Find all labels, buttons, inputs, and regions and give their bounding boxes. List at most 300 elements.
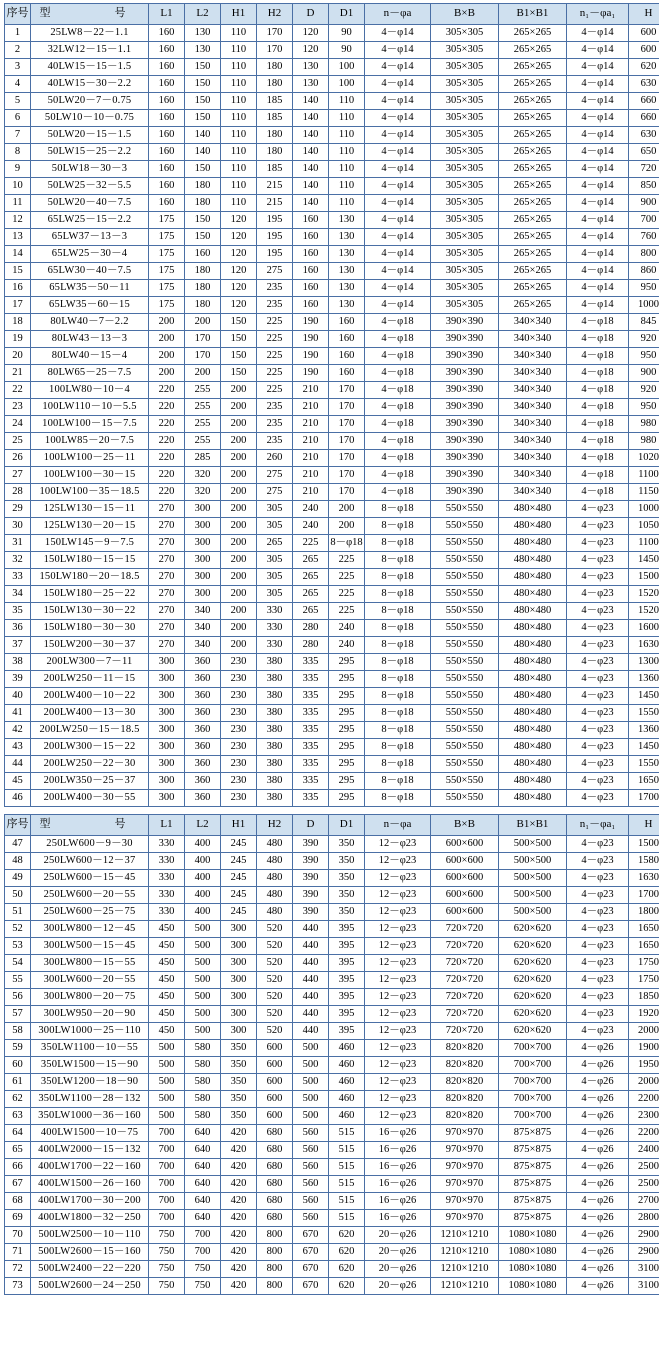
table-row [5, 1142, 659, 1159]
cell-h: 660 [629, 93, 659, 110]
cell-h2: 380 [257, 688, 293, 705]
cell-h: 950 [629, 399, 659, 416]
cell-h1: 245 [221, 887, 257, 904]
cell-n1-phi-a1: 4－φ23 [567, 705, 629, 722]
cell-d1: 130 [329, 212, 365, 229]
cell-d: 265 [293, 552, 329, 569]
cell-h1: 300 [221, 938, 257, 955]
cell-b-by-b: 720×720 [431, 955, 499, 972]
cell-h: 1920 [629, 1006, 659, 1023]
cell-h2: 380 [257, 790, 293, 807]
cell-l2: 200 [185, 365, 221, 382]
table-row [5, 195, 659, 212]
cell-b1-by-b1: 620×620 [499, 1023, 567, 1040]
cell-model: 150LW180－20－18.5 [31, 569, 149, 586]
cell-model: 100LW100－15－7.5 [31, 416, 149, 433]
cell-l1: 220 [149, 484, 185, 501]
cell-model: 100LW80－10－4 [31, 382, 149, 399]
table-row [5, 1074, 659, 1091]
cell-l1: 160 [149, 127, 185, 144]
cell-h2: 800 [257, 1261, 293, 1278]
cell-b-by-b: 305×305 [431, 42, 499, 59]
cell-h1: 420 [221, 1142, 257, 1159]
cell-n1-phi-a1: 4－φ23 [567, 569, 629, 586]
cell-index: 17 [5, 297, 31, 314]
cell-d1: 350 [329, 836, 365, 853]
cell-b-by-b: 305×305 [431, 93, 499, 110]
cell-b1-by-b1: 265×265 [499, 280, 567, 297]
cell-n-phi-a: 12－φ23 [365, 938, 431, 955]
table-row [5, 603, 659, 620]
cell-h1: 300 [221, 955, 257, 972]
cell-l1: 330 [149, 870, 185, 887]
cell-index: 72 [5, 1261, 31, 1278]
cell-n1-phi-a1: 4－φ26 [567, 1261, 629, 1278]
cell-h: 630 [629, 127, 659, 144]
cell-index: 71 [5, 1244, 31, 1261]
header-h1: H1 [221, 815, 257, 836]
cell-h2: 380 [257, 739, 293, 756]
cell-n1-phi-a1: 4－φ26 [567, 1108, 629, 1125]
cell-h2: 260 [257, 450, 293, 467]
header-d: D [293, 815, 329, 836]
cell-h: 950 [629, 280, 659, 297]
cell-index: 10 [5, 178, 31, 195]
cell-l1: 300 [149, 756, 185, 773]
cell-n1-phi-a1: 4－φ14 [567, 263, 629, 280]
cell-l1: 450 [149, 972, 185, 989]
cell-index: 49 [5, 870, 31, 887]
cell-h2: 600 [257, 1108, 293, 1125]
cell-d: 390 [293, 870, 329, 887]
header-l2: L2 [185, 4, 221, 25]
cell-n-phi-a: 16－φ26 [365, 1142, 431, 1159]
cell-model: 50LW15－25－2.2 [31, 144, 149, 161]
table-body-section-1 [5, 25, 659, 807]
cell-n-phi-a: 12－φ23 [365, 1091, 431, 1108]
cell-h1: 150 [221, 348, 257, 365]
cell-h2: 215 [257, 195, 293, 212]
cell-d: 560 [293, 1193, 329, 1210]
cell-h2: 225 [257, 314, 293, 331]
cell-d: 670 [293, 1244, 329, 1261]
cell-l2: 340 [185, 603, 221, 620]
cell-index: 14 [5, 246, 31, 263]
header-h: H [629, 815, 659, 836]
cell-h: 1360 [629, 671, 659, 688]
table-row [5, 989, 659, 1006]
header-index: 序号 [5, 815, 31, 836]
cell-d: 160 [293, 263, 329, 280]
cell-b-by-b: 305×305 [431, 127, 499, 144]
cell-l1: 200 [149, 348, 185, 365]
cell-n-phi-a: 12－φ23 [365, 955, 431, 972]
cell-n1-phi-a1: 4－φ23 [567, 654, 629, 671]
cell-n1-phi-a1: 4－φ23 [567, 836, 629, 853]
cell-b-by-b: 305×305 [431, 195, 499, 212]
cell-l1: 175 [149, 246, 185, 263]
cell-h: 920 [629, 382, 659, 399]
cell-l1: 300 [149, 722, 185, 739]
cell-index: 68 [5, 1193, 31, 1210]
cell-d: 160 [293, 297, 329, 314]
cell-l2: 170 [185, 331, 221, 348]
cell-h2: 275 [257, 484, 293, 501]
cell-l2: 150 [185, 229, 221, 246]
cell-d1: 395 [329, 1006, 365, 1023]
cell-d1: 130 [329, 229, 365, 246]
cell-b1-by-b1: 500×500 [499, 904, 567, 921]
cell-index: 32 [5, 552, 31, 569]
cell-n-phi-a: 4－φ18 [365, 382, 431, 399]
cell-l1: 700 [149, 1210, 185, 1227]
cell-h: 1500 [629, 569, 659, 586]
cell-h2: 520 [257, 989, 293, 1006]
cell-n-phi-a: 12－φ23 [365, 1057, 431, 1074]
table-row [5, 637, 659, 654]
cell-l1: 270 [149, 586, 185, 603]
cell-d: 500 [293, 1040, 329, 1057]
cell-model: 350LW1000－36－160 [31, 1108, 149, 1125]
cell-b1-by-b1: 620×620 [499, 938, 567, 955]
cell-n-phi-a: 12－φ23 [365, 921, 431, 938]
cell-b1-by-b1: 480×480 [499, 518, 567, 535]
table-row [5, 535, 659, 552]
cell-b1-by-b1: 340×340 [499, 382, 567, 399]
cell-b1-by-b1: 340×340 [499, 348, 567, 365]
cell-l2: 255 [185, 382, 221, 399]
cell-d1: 200 [329, 501, 365, 518]
cell-d: 140 [293, 110, 329, 127]
cell-h: 600 [629, 25, 659, 42]
cell-b-by-b: 970×970 [431, 1176, 499, 1193]
cell-b-by-b: 970×970 [431, 1193, 499, 1210]
cell-h: 900 [629, 195, 659, 212]
cell-d1: 395 [329, 921, 365, 938]
cell-d: 670 [293, 1261, 329, 1278]
cell-index: 56 [5, 989, 31, 1006]
cell-b1-by-b1: 480×480 [499, 552, 567, 569]
cell-l1: 270 [149, 501, 185, 518]
cell-index: 11 [5, 195, 31, 212]
cell-b1-by-b1: 480×480 [499, 654, 567, 671]
cell-l2: 750 [185, 1278, 221, 1295]
cell-n1-phi-a1: 4－φ23 [567, 756, 629, 773]
cell-d: 210 [293, 382, 329, 399]
table-row [5, 552, 659, 569]
cell-index: 61 [5, 1074, 31, 1091]
cell-l1: 500 [149, 1074, 185, 1091]
cell-b-by-b: 390×390 [431, 348, 499, 365]
cell-l2: 160 [185, 246, 221, 263]
cell-h1: 120 [221, 297, 257, 314]
cell-h1: 350 [221, 1074, 257, 1091]
cell-l2: 640 [185, 1210, 221, 1227]
cell-index: 16 [5, 280, 31, 297]
cell-d: 670 [293, 1227, 329, 1244]
cell-d: 280 [293, 637, 329, 654]
cell-d1: 110 [329, 127, 365, 144]
cell-n1-phi-a1: 4－φ23 [567, 603, 629, 620]
cell-l2: 400 [185, 870, 221, 887]
cell-b1-by-b1: 700×700 [499, 1057, 567, 1074]
cell-b-by-b: 970×970 [431, 1210, 499, 1227]
cell-n1-phi-a1: 4－φ23 [567, 1023, 629, 1040]
cell-l2: 300 [185, 586, 221, 603]
cell-h2: 330 [257, 620, 293, 637]
cell-h: 1750 [629, 955, 659, 972]
cell-index: 39 [5, 671, 31, 688]
cell-h2: 600 [257, 1091, 293, 1108]
cell-l1: 700 [149, 1193, 185, 1210]
cell-l1: 270 [149, 569, 185, 586]
cell-d: 210 [293, 399, 329, 416]
cell-b-by-b: 550×550 [431, 722, 499, 739]
cell-l1: 700 [149, 1125, 185, 1142]
spec-table-section-1 [4, 3, 659, 807]
cell-l1: 750 [149, 1278, 185, 1295]
cell-b1-by-b1: 265×265 [499, 110, 567, 127]
cell-d1: 395 [329, 955, 365, 972]
cell-l2: 360 [185, 688, 221, 705]
cell-b-by-b: 390×390 [431, 331, 499, 348]
cell-n1-phi-a1: 4－φ23 [567, 904, 629, 921]
cell-index: 70 [5, 1227, 31, 1244]
cell-n1-phi-a1: 4－φ18 [567, 433, 629, 450]
cell-h: 1700 [629, 887, 659, 904]
cell-b-by-b: 305×305 [431, 212, 499, 229]
cell-d1: 160 [329, 331, 365, 348]
cell-l2: 180 [185, 297, 221, 314]
cell-index: 44 [5, 756, 31, 773]
cell-l2: 580 [185, 1108, 221, 1125]
cell-l1: 175 [149, 263, 185, 280]
cell-b-by-b: 1210×1210 [431, 1261, 499, 1278]
table-row [5, 790, 659, 807]
cell-h1: 110 [221, 144, 257, 161]
cell-b-by-b: 600×600 [431, 887, 499, 904]
cell-b-by-b: 600×600 [431, 870, 499, 887]
cell-h2: 380 [257, 773, 293, 790]
cell-b1-by-b1: 340×340 [499, 416, 567, 433]
cell-d1: 350 [329, 853, 365, 870]
cell-d1: 240 [329, 620, 365, 637]
cell-b-by-b: 550×550 [431, 603, 499, 620]
cell-d1: 350 [329, 904, 365, 921]
table-row [5, 1210, 659, 1227]
cell-n1-phi-a1: 4－φ23 [567, 887, 629, 904]
cell-index: 52 [5, 921, 31, 938]
cell-l1: 200 [149, 365, 185, 382]
cell-b1-by-b1: 875×875 [499, 1125, 567, 1142]
cell-model: 65LW35－60－15 [31, 297, 149, 314]
cell-h1: 120 [221, 212, 257, 229]
cell-index: 5 [5, 93, 31, 110]
cell-d: 140 [293, 144, 329, 161]
cell-l1: 300 [149, 688, 185, 705]
cell-l2: 640 [185, 1193, 221, 1210]
cell-l1: 500 [149, 1057, 185, 1074]
cell-d: 240 [293, 501, 329, 518]
cell-n1-phi-a1: 4－φ14 [567, 297, 629, 314]
cell-b-by-b: 550×550 [431, 637, 499, 654]
cell-l1: 700 [149, 1159, 185, 1176]
cell-h2: 180 [257, 127, 293, 144]
cell-d: 190 [293, 365, 329, 382]
cell-index: 7 [5, 127, 31, 144]
table-row [5, 938, 659, 955]
cell-model: 150LW180－25－22 [31, 586, 149, 603]
cell-h: 620 [629, 59, 659, 76]
cell-model: 100LW100－25－11 [31, 450, 149, 467]
table-row [5, 501, 659, 518]
cell-l2: 340 [185, 637, 221, 654]
cell-model: 65LW25－30－4 [31, 246, 149, 263]
cell-b-by-b: 550×550 [431, 518, 499, 535]
cell-h1: 110 [221, 178, 257, 195]
cell-h2: 680 [257, 1193, 293, 1210]
cell-b-by-b: 550×550 [431, 654, 499, 671]
cell-h: 1630 [629, 870, 659, 887]
cell-l1: 330 [149, 836, 185, 853]
cell-l2: 150 [185, 76, 221, 93]
cell-d1: 110 [329, 110, 365, 127]
cell-b-by-b: 550×550 [431, 569, 499, 586]
cell-b1-by-b1: 500×500 [499, 836, 567, 853]
cell-n1-phi-a1: 4－φ18 [567, 331, 629, 348]
cell-h2: 800 [257, 1244, 293, 1261]
cell-model: 400LW1800－32－250 [31, 1210, 149, 1227]
cell-d1: 240 [329, 637, 365, 654]
cell-l2: 750 [185, 1261, 221, 1278]
cell-d1: 460 [329, 1108, 365, 1125]
cell-model: 500LW2600－15－160 [31, 1244, 149, 1261]
cell-d1: 515 [329, 1125, 365, 1142]
cell-model: 350LW1100－10－55 [31, 1040, 149, 1057]
table-row [5, 1125, 659, 1142]
cell-index: 42 [5, 722, 31, 739]
cell-h1: 200 [221, 399, 257, 416]
cell-h: 1600 [629, 620, 659, 637]
cell-h1: 350 [221, 1091, 257, 1108]
cell-index: 2 [5, 42, 31, 59]
table-row [5, 280, 659, 297]
cell-model: 100LW85－20－7.5 [31, 433, 149, 450]
cell-l1: 270 [149, 637, 185, 654]
cell-l2: 180 [185, 178, 221, 195]
cell-h1: 120 [221, 229, 257, 246]
cell-n-phi-a: 4－φ14 [365, 127, 431, 144]
cell-d: 500 [293, 1074, 329, 1091]
table-row [5, 263, 659, 280]
table-row [5, 773, 659, 790]
table-row [5, 1108, 659, 1125]
cell-l1: 270 [149, 535, 185, 552]
header-n1-phi-a1: n₁－φa₁ [567, 4, 629, 25]
cell-l1: 160 [149, 93, 185, 110]
table-row [5, 688, 659, 705]
cell-b-by-b: 305×305 [431, 246, 499, 263]
cell-model: 300LW800－15－55 [31, 955, 149, 972]
cell-n-phi-a: 12－φ23 [365, 853, 431, 870]
cell-model: 250LW600－15－45 [31, 870, 149, 887]
cell-n1-phi-a1: 4－φ14 [567, 246, 629, 263]
cell-l2: 400 [185, 887, 221, 904]
cell-index: 24 [5, 416, 31, 433]
cell-b-by-b: 305×305 [431, 144, 499, 161]
cell-l2: 180 [185, 280, 221, 297]
cell-n1-phi-a1: 4－φ14 [567, 76, 629, 93]
cell-b1-by-b1: 340×340 [499, 331, 567, 348]
table-row [5, 433, 659, 450]
cell-h1: 350 [221, 1040, 257, 1057]
cell-b1-by-b1: 1080×1080 [499, 1244, 567, 1261]
table-row [5, 93, 659, 110]
cell-n-phi-a: 8－φ18 [365, 586, 431, 603]
cell-h1: 150 [221, 331, 257, 348]
cell-h1: 230 [221, 739, 257, 756]
cell-h2: 235 [257, 280, 293, 297]
cell-h1: 300 [221, 1006, 257, 1023]
cell-l2: 130 [185, 42, 221, 59]
cell-d1: 225 [329, 586, 365, 603]
cell-l1: 220 [149, 450, 185, 467]
cell-l1: 270 [149, 620, 185, 637]
cell-n1-phi-a1: 4－φ23 [567, 637, 629, 654]
cell-n1-phi-a1: 4－φ14 [567, 212, 629, 229]
cell-h: 980 [629, 433, 659, 450]
cell-model: 150LW145－9－7.5 [31, 535, 149, 552]
cell-l2: 255 [185, 416, 221, 433]
cell-model: 80LW40－7－2.2 [31, 314, 149, 331]
cell-b1-by-b1: 1080×1080 [499, 1227, 567, 1244]
cell-h2: 275 [257, 263, 293, 280]
cell-d1: 225 [329, 603, 365, 620]
cell-d1: 620 [329, 1278, 365, 1295]
cell-b-by-b: 390×390 [431, 416, 499, 433]
header-n-phi-a: n－φa [365, 815, 431, 836]
cell-index: 3 [5, 59, 31, 76]
cell-n-phi-a: 4－φ18 [365, 348, 431, 365]
cell-b-by-b: 970×970 [431, 1159, 499, 1176]
cell-h: 1500 [629, 836, 659, 853]
cell-b-by-b: 720×720 [431, 1006, 499, 1023]
cell-n-phi-a: 4－φ14 [365, 280, 431, 297]
cell-h: 1750 [629, 972, 659, 989]
cell-h: 700 [629, 212, 659, 229]
cell-model: 200LW250－22－30 [31, 756, 149, 773]
header-h2: H2 [257, 4, 293, 25]
cell-d: 160 [293, 280, 329, 297]
cell-b1-by-b1: 265×265 [499, 246, 567, 263]
cell-n-phi-a: 4－φ14 [365, 110, 431, 127]
cell-h: 860 [629, 263, 659, 280]
cell-model: 300LW800－20－75 [31, 989, 149, 1006]
cell-b-by-b: 720×720 [431, 972, 499, 989]
cell-d1: 110 [329, 195, 365, 212]
cell-h: 1000 [629, 501, 659, 518]
table-row [5, 1278, 659, 1295]
cell-l1: 750 [149, 1244, 185, 1261]
cell-l1: 220 [149, 416, 185, 433]
cell-n-phi-a: 12－φ23 [365, 972, 431, 989]
cell-l1: 450 [149, 989, 185, 1006]
cell-index: 54 [5, 955, 31, 972]
cell-h: 2900 [629, 1227, 659, 1244]
cell-h1: 110 [221, 110, 257, 127]
cell-h2: 180 [257, 76, 293, 93]
cell-h1: 200 [221, 552, 257, 569]
